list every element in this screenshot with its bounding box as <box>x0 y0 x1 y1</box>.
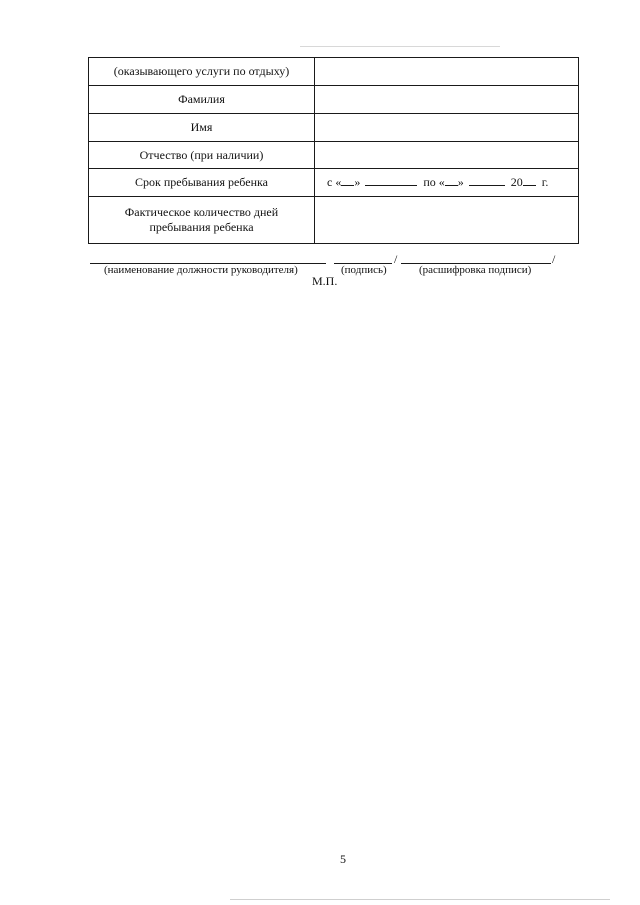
actual-days-line-1: Фактическое количество дней <box>124 205 279 219</box>
to-day-blank <box>445 175 458 186</box>
table-row <box>89 197 579 244</box>
row-value-patronymic <box>315 142 579 169</box>
row-label-surname: Фамилия <box>89 86 315 114</box>
scan-artifact-top <box>300 46 500 47</box>
table-row <box>89 142 579 169</box>
decode-slash-open: / <box>394 252 398 266</box>
row-label-name: Имя <box>89 114 315 142</box>
decode-caption: (расшифровка подписи) <box>419 264 532 276</box>
signature-caption: (подпись) <box>341 264 387 276</box>
row-label-patronymic: Отчество (при наличии) <box>89 142 315 169</box>
period-from-quote-close: » <box>354 175 361 189</box>
from-month-blank <box>365 175 417 186</box>
period-from-prefix: с « <box>327 175 342 189</box>
table-row <box>89 58 579 86</box>
table-row <box>89 114 579 142</box>
row-label-stay-period: Срок пребывания ребенка <box>89 169 315 197</box>
row-label-provider: (оказывающего услуги по отдыху) <box>89 58 315 86</box>
scan-artifact-bottom <box>230 899 610 900</box>
position-caption: (наименование должности руководителя) <box>104 264 298 276</box>
actual-days-line-2: пребывания ребенка <box>149 220 254 234</box>
row-value-actual-days <box>315 197 579 244</box>
period-year-prefix: 20 <box>510 175 523 189</box>
table-row <box>89 86 579 114</box>
row-value-surname <box>315 86 579 114</box>
table-row <box>89 169 579 197</box>
row-value-provider <box>315 58 579 86</box>
period-to-prefix: по « <box>423 175 445 189</box>
stamp-label: М.П. <box>312 274 338 288</box>
info-table <box>88 57 579 244</box>
period-to-quote-close: » <box>457 175 464 189</box>
row-label-actual-days <box>89 197 315 244</box>
row-value-stay-period <box>315 169 579 197</box>
year-blank <box>523 175 536 186</box>
page-number: 5 <box>340 852 346 866</box>
decode-slash-close: / <box>552 252 556 266</box>
stay-period-field <box>319 175 574 190</box>
row-value-name <box>315 114 579 142</box>
to-month-blank <box>469 175 505 186</box>
period-year-suffix: г. <box>541 175 549 189</box>
from-day-blank <box>341 175 354 186</box>
